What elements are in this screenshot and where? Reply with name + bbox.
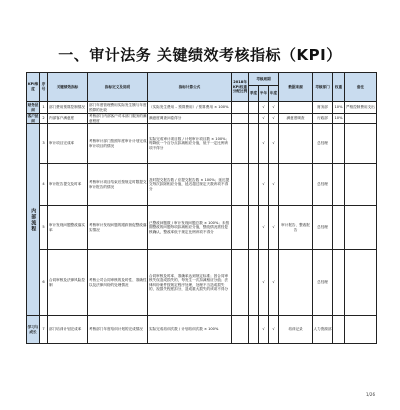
header-perspective: KPI维度 xyxy=(27,73,40,102)
cycle-month-cell xyxy=(249,250,259,316)
header-cycle-group: 考核周期 xyxy=(249,73,279,86)
cycle-month-cell xyxy=(249,124,259,164)
formula-cell: 实际完成培训次数 / 计划培训次数 × 100% xyxy=(148,316,232,344)
cycle-year-cell: √ xyxy=(269,164,279,206)
definition-cell: 考核审计发现问题的跟踪督促整改落实情况 xyxy=(88,206,148,250)
cycle-year-cell: √ xyxy=(269,250,279,316)
definition-cell: 考核公司合同审核的及时性、准确性以及法律纠纷的处理情况 xyxy=(88,250,148,316)
remark-cell xyxy=(345,250,377,316)
header-kpi-name: 关键绩效指标 xyxy=(48,73,88,102)
row-no: 6 xyxy=(40,250,48,316)
header-no: 序号 xyxy=(40,73,48,102)
table-row xyxy=(27,206,377,250)
document-title: 一、审计法务 关键绩效考核指标（KPI） xyxy=(58,46,342,64)
kpi-name-cell: 审计报告提交及时率 xyxy=(48,164,88,206)
row-no: 3 xyxy=(40,124,48,164)
formula-cell: 满意度调查问卷得分 xyxy=(148,114,232,124)
data-source-cell xyxy=(279,102,313,114)
kpi-name-cell: 部门培训计划完成率 xyxy=(48,316,88,344)
cycle-month-cell xyxy=(249,164,259,206)
cycle-month-cell xyxy=(249,102,259,114)
cycle-half-cell: √ xyxy=(259,316,269,344)
perspective-cell: 财务层面 xyxy=(27,102,39,112)
definition-cell: 考核部门年度培训计划的完成情况 xyxy=(88,316,148,344)
header-data-source: 数据来源 xyxy=(279,73,313,102)
data-source-cell xyxy=(279,124,313,164)
page-number: 1/26 xyxy=(366,392,375,397)
table-row xyxy=(27,124,377,164)
formula-cell: 及时提交报告数 / 应提交报告数 × 100%；延迟提交每次扣除相应分值，延迟超过规定天数该项不得分 xyxy=(148,164,232,206)
kpi-name-cell: 审计发现问题整改落实率 xyxy=(48,206,88,250)
evaluator-cell: 行政部 xyxy=(313,114,333,124)
cycle-half-cell: √ xyxy=(259,250,269,316)
header-evaluator: 考核部门 xyxy=(313,73,333,102)
header-cycle-year: 年度 xyxy=(269,86,279,102)
evaluator-cell: 总经理 xyxy=(313,250,333,316)
formula-cell: （实际发生费用 – 预算费用）/ 预算费用 × 100% xyxy=(148,102,232,114)
row-no: 5 xyxy=(40,206,48,250)
table-row xyxy=(27,250,377,316)
perspective-internal-label: 内部流程 xyxy=(30,207,37,232)
row-no: 4 xyxy=(40,164,48,206)
row-no: 7 xyxy=(40,316,48,344)
data-source-cell: 满意度调查 xyxy=(279,114,313,124)
table-row xyxy=(27,316,377,344)
cycle-half-cell: √ xyxy=(259,164,269,206)
formula-cell: 已整改问题数 / 审计发现问题总数 × 100%；未按期整改的问题每项扣减相应分值，整改情况需经复核确认，整改率低于规定比例该项不得分 xyxy=(148,206,232,250)
remark-cell xyxy=(345,124,377,164)
perspective-cell-internal xyxy=(27,124,40,316)
remark-cell xyxy=(345,164,377,206)
remark-cell xyxy=(345,316,377,344)
level-cell xyxy=(333,206,345,250)
header-definition: 指标定义及说明 xyxy=(88,73,148,102)
level-cell xyxy=(333,316,345,344)
weight-cell xyxy=(232,102,249,114)
remark-cell: 严格控制费用支出 xyxy=(345,102,377,114)
cycle-half-cell: √ xyxy=(259,124,269,164)
evaluator-cell: 人力资源部 xyxy=(313,316,333,344)
weight-cell xyxy=(232,164,249,206)
data-source-cell: 审计报告、整改报告 xyxy=(279,206,313,250)
row-no: 2 xyxy=(40,114,48,124)
weight-cell xyxy=(232,114,249,124)
header-cycle-half: 半年 xyxy=(259,86,269,102)
evaluator-cell: 总经理 xyxy=(313,124,333,164)
cycle-month-cell xyxy=(249,114,259,124)
data-source-cell: 培训记录 xyxy=(279,316,313,344)
formula-cell: 实际完成审计项目数 / 计划审计项目数 × 100%；每降低一个百分点扣减相应分值，低于一定比例该项不得分 xyxy=(148,124,232,164)
header-weight: 2018年KPI权重分配比例 xyxy=(232,73,249,102)
definition-cell: 考核审计项目结束后按规定时限提交审计报告的情况 xyxy=(88,164,148,206)
definition-cell: 考核部门内部客户对本部门服务的满意程度 xyxy=(89,114,147,123)
cycle-month-cell xyxy=(249,316,259,344)
weight-cell xyxy=(232,316,249,344)
data-source-cell xyxy=(279,164,313,206)
cycle-year-cell: √ xyxy=(269,102,279,114)
level-cell xyxy=(333,124,345,164)
table-row xyxy=(27,164,377,206)
cycle-year-cell: √ xyxy=(269,316,279,344)
weight-cell xyxy=(232,250,249,316)
cycle-half-cell: √ xyxy=(259,102,269,114)
level-cell xyxy=(333,250,345,316)
level-cell: 10% xyxy=(333,102,345,114)
header-formula: 指标计算公式 xyxy=(148,73,232,102)
formula-cell: 合同审核及时率、准确率达到规定标准；因合同审核失误造成损失的，每发生一次扣减相应分值；法律纠纷案件按规定程序处理，处理不当造成损失的，视损失程度扣分，造成重大损失的该项不得分 xyxy=(148,250,232,316)
data-source-cell xyxy=(279,250,313,316)
kpi-name-cell: 审计项目完成率 xyxy=(48,124,88,164)
definition-cell: 部门年度管理费用实际发生额与年度预算的比较 xyxy=(89,102,147,112)
remark-cell xyxy=(345,206,377,250)
cycle-year-cell: √ xyxy=(269,114,279,124)
cycle-half-cell: √ xyxy=(259,114,269,124)
cycle-half-cell: √ xyxy=(259,206,269,250)
cycle-month-cell xyxy=(249,206,259,250)
header-cycle-month: 季度 xyxy=(249,86,259,102)
kpi-name-cell: 合同审核及法律风险控制 xyxy=(48,250,88,316)
perspective-cell: 客户层面 xyxy=(27,114,39,123)
definition-cell: 考核审计部门按照年度审计计划完成审计项目的情况 xyxy=(88,124,148,164)
level-cell xyxy=(333,164,345,206)
weight-cell xyxy=(232,124,249,164)
kpi-table xyxy=(26,72,377,344)
row-no: 1 xyxy=(40,102,48,114)
level-cell: 10% xyxy=(333,114,345,124)
remark-cell xyxy=(345,114,377,124)
header-remark: 备注 xyxy=(345,73,377,102)
table-row xyxy=(27,114,377,124)
cycle-year-cell: √ xyxy=(269,206,279,250)
header-level: 权重 xyxy=(333,73,345,102)
table-row xyxy=(27,102,377,114)
evaluator-cell: 总经理 xyxy=(313,206,333,250)
weight-cell xyxy=(232,206,249,250)
kpi-name-cell: 内部客户满意度 xyxy=(48,114,88,124)
evaluator-cell: 总经理 xyxy=(313,164,333,206)
evaluator-cell: 财务部 xyxy=(313,102,333,114)
kpi-name-cell: 部门费用预算控制情况 xyxy=(48,102,88,114)
cycle-year-cell: √ xyxy=(269,124,279,164)
perspective-cell: 学习与成长 xyxy=(27,316,40,344)
